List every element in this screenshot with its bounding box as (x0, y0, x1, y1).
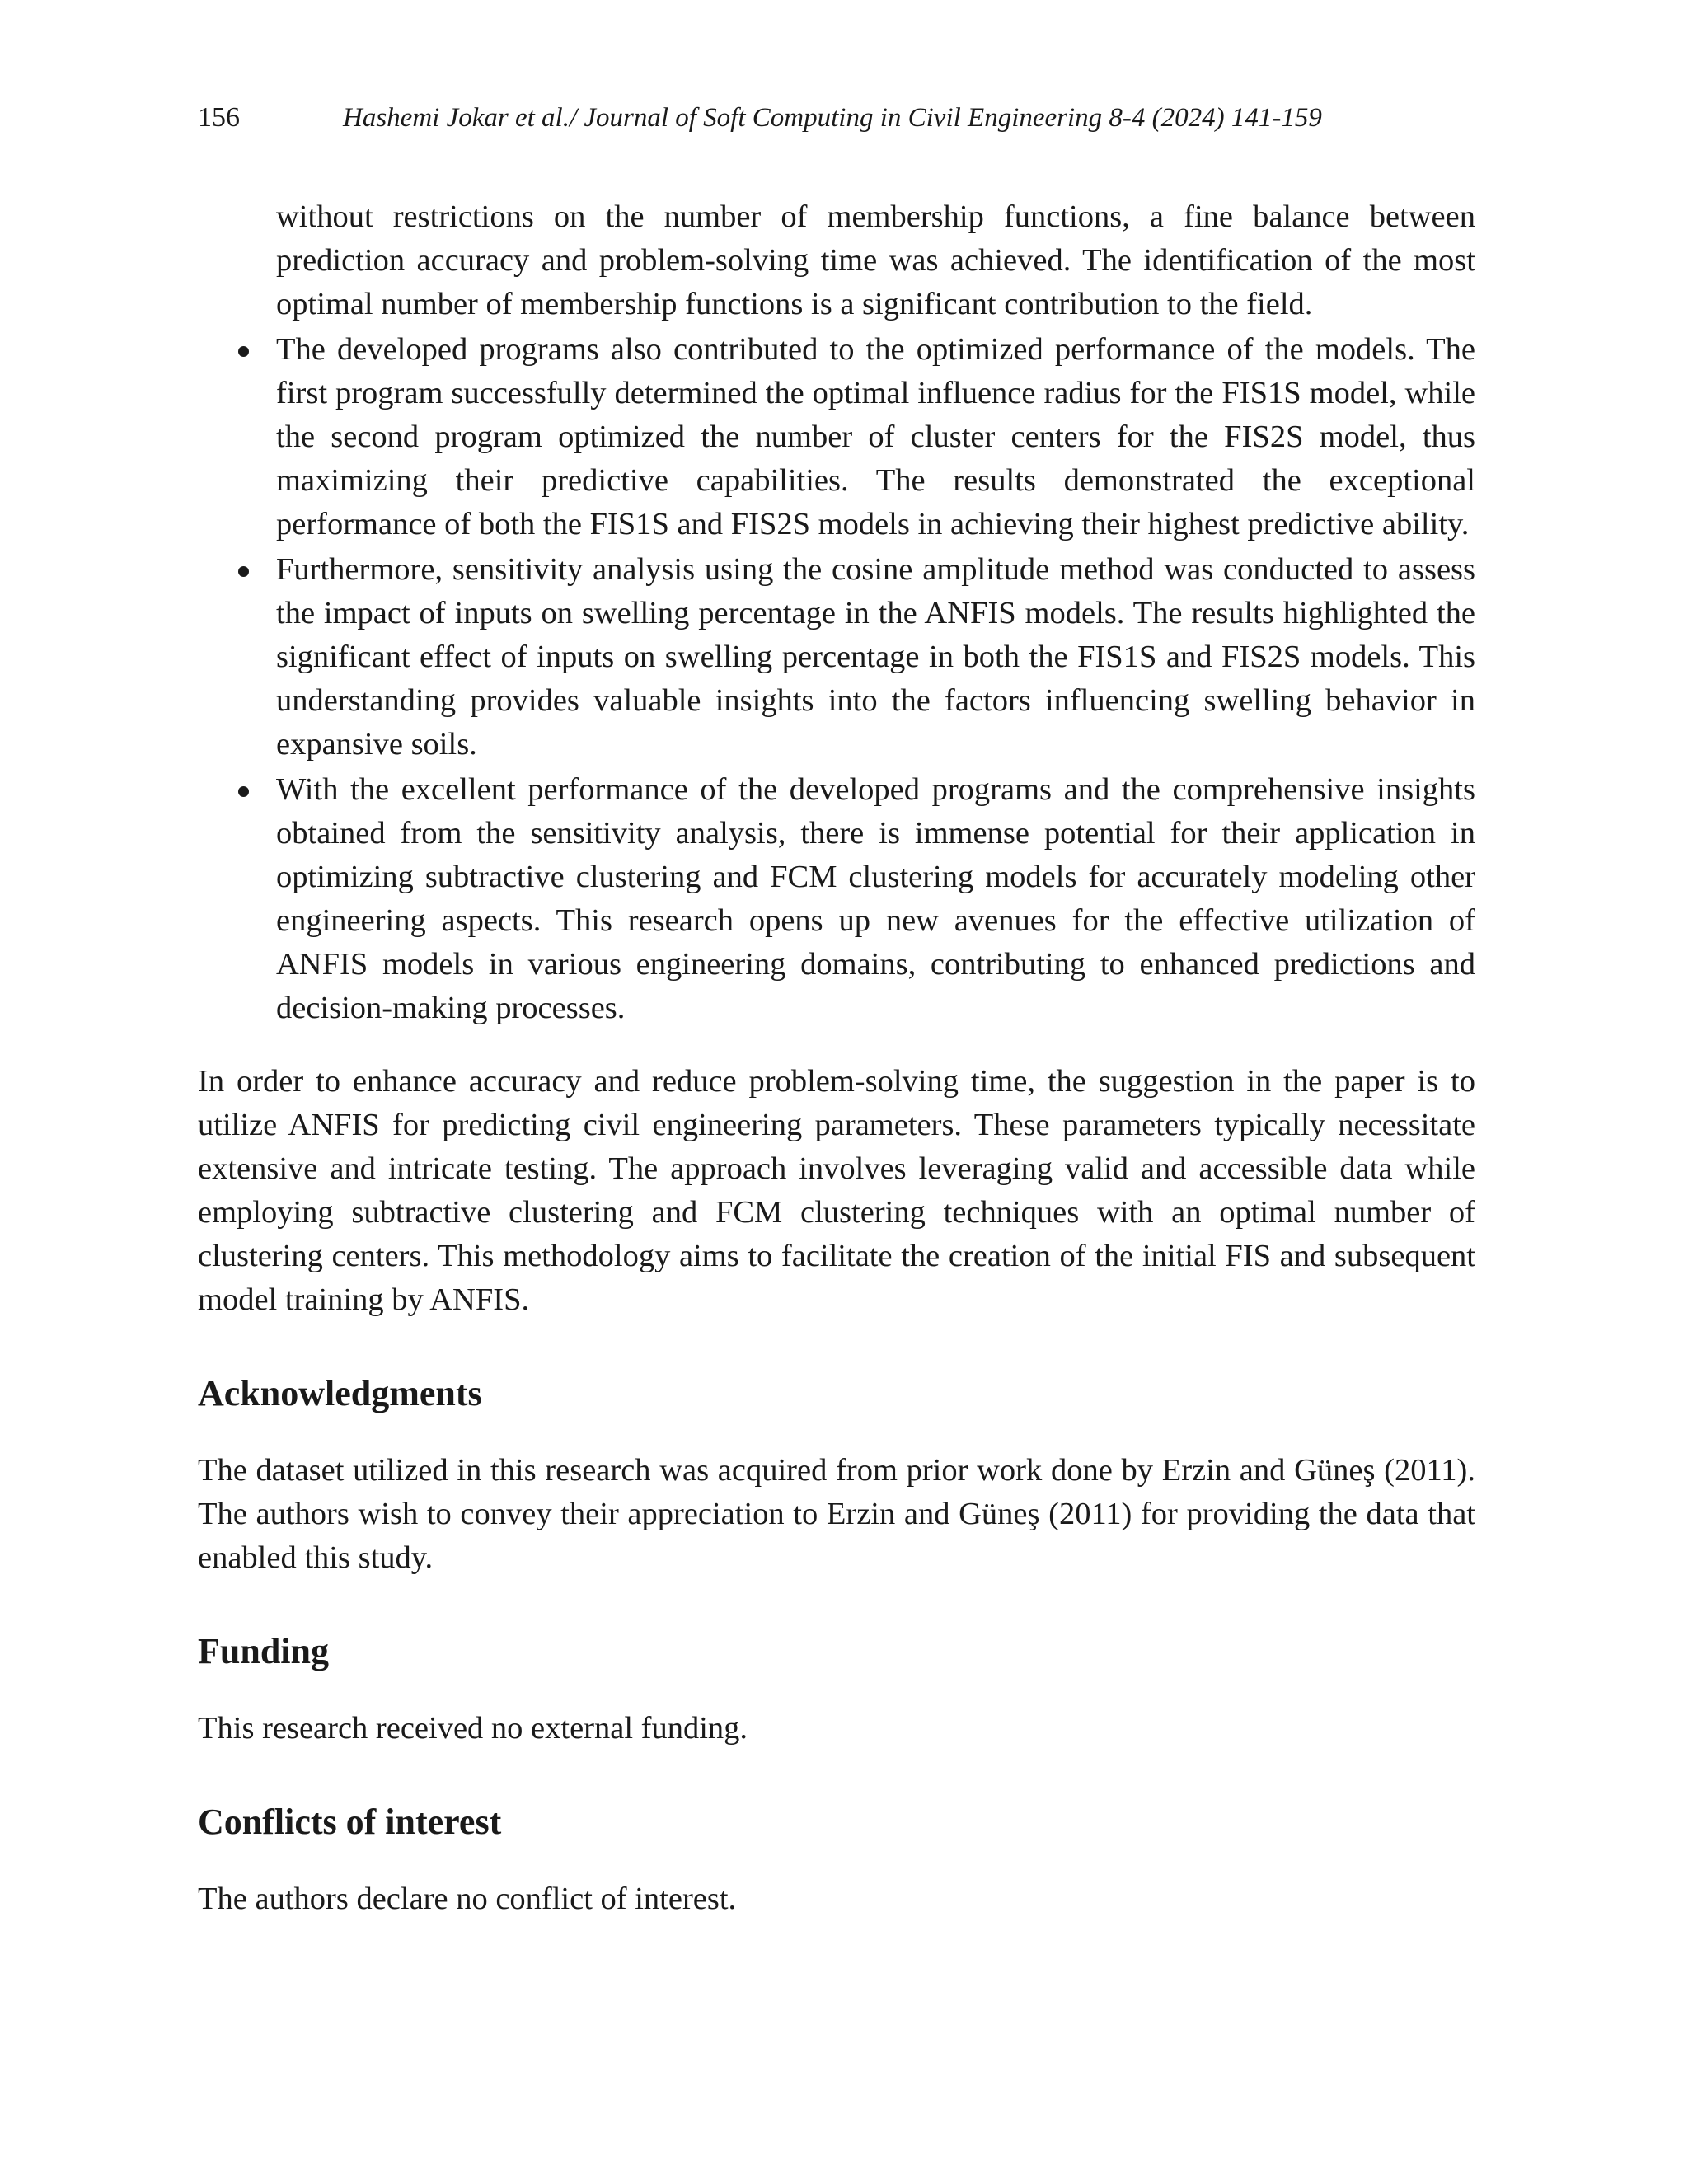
bullet-icon (238, 786, 249, 797)
bullet-item (198, 548, 1475, 766)
bullet-item (198, 328, 1475, 546)
page-number: 156 (198, 102, 240, 133)
conclusion-bullet-list (198, 328, 1475, 1030)
page-body (198, 195, 1475, 1921)
bullet-icon (238, 346, 249, 357)
bullet-icon (238, 566, 249, 577)
bullet-text: With the excellent performance of the developed programs and the comprehensive insights obtained from the sensitivity analysis, there is immense potential for their application in optimizing subtractive clustering and FCM clustering models for accurately modeling other engineering aspects. This research opens up new avenues for the effective utilization of ANFIS models in various engineering domains, contributing to enhanced predictions and decision-making processes. (276, 772, 1475, 1025)
acknowledgments-heading: Acknowledgments (198, 1373, 482, 1413)
bullet-item (198, 768, 1475, 1030)
continued-bullet-text: without restrictions on the number of membership functions, a fine balance between prediction accuracy and problem-solving time was achieved. The identification of the most optimal number of membership functions is a significant contribution to the field. (276, 199, 1475, 321)
conflicts-text: The authors declare no conflict of interest. (198, 1882, 737, 1916)
page-header (198, 97, 1490, 138)
bullet-text: The developed programs also contributed to the optimized performance of the models. The first program successfully determined the optimal influence radius for the FIS1S model, while the second program optimized the number of cluster centers for the FIS2S model, thus maximizing their predictive capabilities. The results demonstrated the exceptional performance of both the FIS1S and FIS2S models in achieving their highest predictive ability. (276, 332, 1475, 541)
bullet-text: Furthermore, sensitivity analysis using the cosine amplitude method was conducted to assess the impact of inputs on swelling percentage in the ANFIS models. The results highlighted the significant effect of inputs on swelling percentage in both the FIS1S and FIS2S models. This understanding provides valuable insights into the factors influencing swelling behavior in expansive soils. (276, 552, 1475, 762)
running-head: Hashemi Jokar et al./ Journal of Soft Computing in Civil Engineering 8-4 (2024) 141-159 (343, 103, 1322, 133)
funding-heading: Funding (198, 1631, 329, 1671)
conclusion-paragraph: In order to enhance accuracy and reduce problem-solving time, the suggestion in the paper is to utilize ANFIS for predicting civil engineering parameters. These parameters typically necessitate extensive and intricate testing. The approach involves leveraging valid and accessible data while employing subtractive clustering and FCM clustering techniques with an optimal number of clustering centers. This methodology aims to facilitate the creation of the initial FIS and subsequent model training by ANFIS. (198, 1064, 1475, 1317)
funding-text: This research received no external funding. (198, 1711, 748, 1746)
conflicts-heading: Conflicts of interest (198, 1802, 502, 1842)
acknowledgments-text: The dataset utilized in this research was acquired from prior work done by Erzin and Güneş (2011). The authors wish to convey their appreciation to Erzin and Güneş (2011) for providing the data that enabled this study. (198, 1453, 1475, 1575)
